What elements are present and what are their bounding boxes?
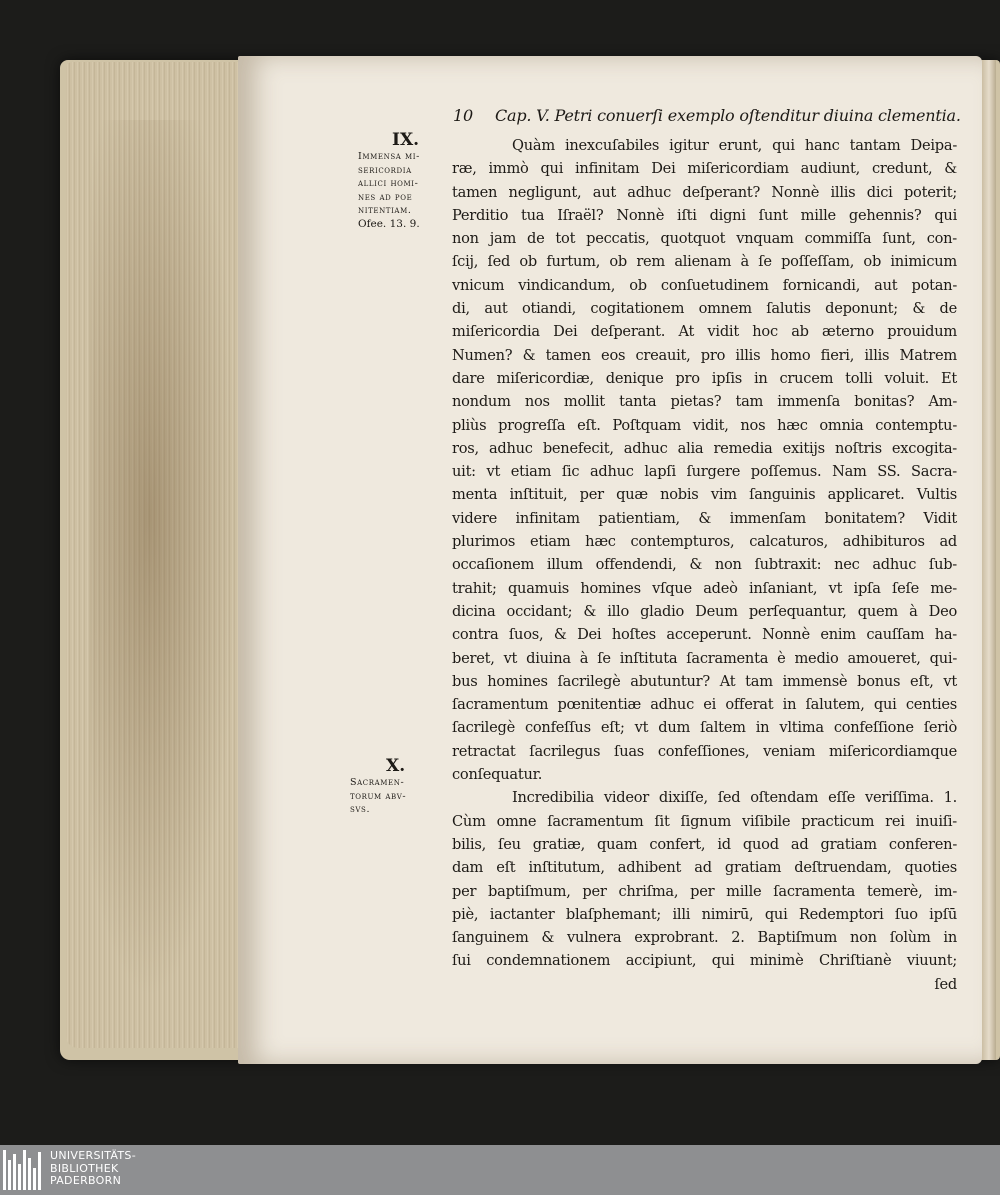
text-line: uit: vt etiam ſic adhuc lapſi ſurgere poſſemus. Nam SS. Sacra- bbox=[452, 463, 957, 481]
text-line: dam eſt inſtitutum, adhibent ad gratiam deſtruendam, quoties bbox=[452, 859, 957, 877]
text-line: beret, vt diuina à ſe inſtituta ſacramenta è medio amoueret, qui- bbox=[452, 649, 957, 667]
margin-note-line: nitentiam. bbox=[358, 205, 412, 216]
text-line: pliùs progreſſa eſt. Poſtquam vidit, nos hæc omnia contemptu- bbox=[452, 416, 957, 434]
text-line: ſanguinem & vulnera exprobrant. 2. Baptiſmum non ſolùm in bbox=[452, 929, 957, 947]
running-head bbox=[453, 106, 961, 125]
text-line: ros, adhuc benefecit, adhuc alia remedia exitijs noſtris excogita- bbox=[452, 439, 957, 457]
running-head-title: Cap. V. Petri conuerſi exemplo oſtenditur diuina clementia. bbox=[494, 106, 961, 125]
text-line: vnicum vindicandum, ob conſuetudinem fornicandi, aut potan- bbox=[452, 276, 957, 294]
margin-note-line: sericordia bbox=[358, 164, 412, 176]
page-number: 10 bbox=[453, 106, 473, 125]
text-line: Cùm omne ſacramentum ſit ſignum viſibile practicum rei inuiſi- bbox=[452, 812, 957, 830]
text-line: per baptiſmum, per chriſma, per mille ſacramenta temerè, im- bbox=[452, 882, 957, 900]
library-name-line: PADERBORN bbox=[50, 1174, 122, 1187]
text-line: ſed bbox=[934, 975, 957, 993]
library-footer-bar bbox=[0, 1145, 1000, 1195]
text-line: menta inſtituit, per quæ nobis vim ſanguinis applicaret. Vultis bbox=[452, 486, 957, 504]
text-line: di, aut otiandi, cogitationem omnem ſalutis deponunt; & de bbox=[452, 300, 957, 318]
margin-note-line: Sacramen- bbox=[350, 777, 405, 788]
text-line: tamen negligunt, aut adhuc deſperant? Nonnè illis dici poterit; bbox=[452, 183, 957, 201]
text-line: contra ſuos, & Dei hoſtes acceperunt. Nonnè enim cauſſam ha- bbox=[452, 626, 957, 644]
text-line: Incredibilia videor dixiſſe, ſed oſtendam eſſe veriſſima. 1. bbox=[512, 789, 957, 807]
margin-note-line: Immensa mi- bbox=[358, 151, 420, 162]
library-name-line: UNIVERSITÄTS- bbox=[50, 1149, 136, 1162]
margin-note-10 bbox=[350, 756, 442, 817]
water-stain bbox=[90, 120, 240, 1000]
text-line: occaſionem illum offendendi, & non ſubtraxit: nec adhuc ſub- bbox=[452, 556, 957, 574]
text-line: non jam de tot peccatis, quotquot vnquam commiſſa ſunt, con- bbox=[452, 230, 957, 248]
margin-note-9 bbox=[358, 130, 450, 231]
text-line: ſacrilegè confeſſus eſt; vt dum ſaltem in vltima confeſſione ſeriò bbox=[452, 719, 957, 737]
text-line: Perditio tua Iſraël? Nonnè iſti digni ſunt mille gehennis? qui bbox=[452, 206, 957, 224]
margin-note-line: nes ad poe bbox=[358, 191, 413, 203]
text-line: ſui condemnationem accipiunt, qui minimè Chriſtianè viuunt; bbox=[452, 952, 957, 970]
text-line: ſacramentum pœnitentiæ adhuc ei offerat in ſalutem, qui centies bbox=[452, 696, 957, 714]
body-text bbox=[452, 134, 957, 996]
margin-note-line: svs. bbox=[350, 804, 371, 815]
text-line: retractat ſacrilegus ſuas confeſſiones, veniam miſericordiamque bbox=[452, 742, 957, 760]
right-page-edge bbox=[982, 60, 996, 1060]
library-logo-icon bbox=[3, 1150, 43, 1190]
text-line: dare miſericordiæ, denique pro ipſis in crucem tolli voluit. Et bbox=[452, 369, 957, 387]
section-number: X. bbox=[386, 756, 406, 776]
text-line: ſcij, ſed ob furtum, ob rem alienam à ſe poſſeſſam, ob inimicum bbox=[452, 253, 957, 271]
margin-note-line: torum abv- bbox=[350, 790, 407, 802]
text-line: ræ, immò qui infinitam Dei miſericordiam audiunt, credunt, & bbox=[452, 160, 957, 178]
text-line: bus homines ſacrilegè abutuntur? At tam immensè bonus eſt, vt bbox=[452, 672, 957, 690]
text-line: videre infinitam patientiam, & immenſam bonitatem? Vidit bbox=[452, 509, 957, 527]
text-line: dicina occidant; & illo gladio Deum perſequantur, quem à Deo bbox=[452, 602, 957, 620]
text-line: Numen? & tamen eos creauit, pro illis homo fieri, illis Matrem bbox=[452, 346, 957, 364]
text-line: plurimos etiam hæc contempturos, calcaturos, adhibituros ad bbox=[452, 533, 957, 551]
text-line: conſequatur. bbox=[452, 766, 543, 784]
margin-note-line: allici homi- bbox=[358, 178, 419, 189]
text-line: nondum nos mollit tanta pietas? tam immenſa bonitas? Am- bbox=[452, 393, 957, 411]
library-name-line: BIBLIOTHEK bbox=[50, 1161, 119, 1175]
text-line: piè, iactanter blaſphemant; illi nimirū, qui Redemptori ſuo ipſū bbox=[452, 905, 957, 923]
library-name bbox=[50, 1150, 136, 1188]
text-line: Quàm inexcuſabiles igitur erunt, qui hanc tantam Deipa- bbox=[512, 137, 957, 154]
text-line: bilis, ſeu gratiæ, quam confert, id quod ad gratiam conferen- bbox=[452, 835, 957, 853]
text-line: trahit; quamuis homines vſque adeò inſaniant, vt ipſa ſeſe me- bbox=[452, 579, 957, 597]
text-line: miſericordia Dei deſperant. At vidit hoc ab æterno prouidum bbox=[452, 323, 957, 341]
section-number: IX. bbox=[392, 130, 420, 150]
margin-note-reference: Ofee. 13. 9. bbox=[358, 217, 420, 230]
